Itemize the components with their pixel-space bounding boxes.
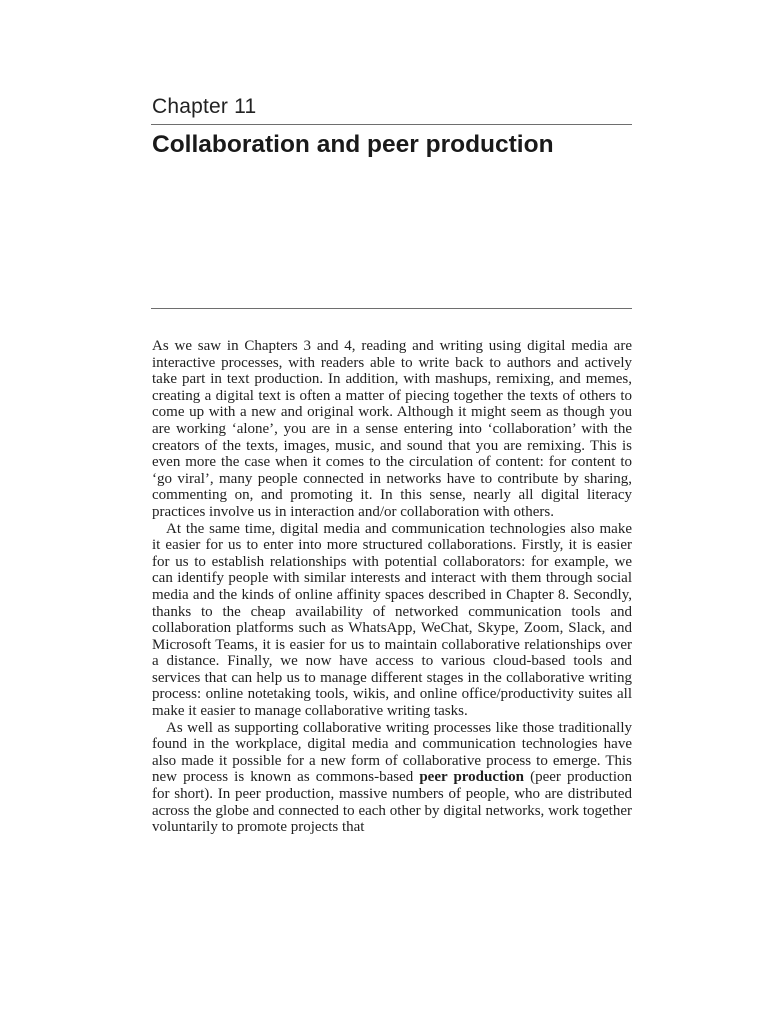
paragraph-3-text-after: (peer production for short). In peer production, massive numbers of people, who are distributed across the globe and connected to each other by digital networks, work together voluntarily to promote projects that <box>152 769 632 836</box>
paragraph-3 <box>152 720 632 836</box>
chapter-title: Collaboration and peer production <box>152 131 554 158</box>
header-rule-top <box>151 124 632 125</box>
header-rule-bottom <box>151 308 632 309</box>
key-term-peer-production: peer production <box>419 769 525 786</box>
paragraph-3-text-before: As well as supporting collaborative writing processes like those traditionally found in the workplace, digital media and communication technologies have also made it possible for a new form of collaborative process to emerge. This new process is known as commons-based <box>152 719 632 786</box>
chapter-label: Chapter 11 <box>152 95 257 118</box>
paragraph-2: At the same time, digital media and communication technologies also make it easier for us to enter into more structured collaborations. Firstly, it is easier for us to establish relationships with potential collaborators: for example, we can identify people with similar interests and interact with them through social media and the kinds of online affinity spaces described in Chapter 8. Secondly, thanks to the cheap availability of networked communication tools and collaboration platforms such as WhatsApp, WeChat, Skype, Zoom, Slack, and Microsoft Teams, it is easier for us to maintain collaborative relationships over a distance. Finally, we now have access to various cloud-based tools and services that can help us to manage different stages in the collaborative writing process: online notetaking tools, wikis, and online office/productivity suites all make it easier to manage collaborative writing tasks. <box>152 520 632 720</box>
body-text <box>152 338 632 836</box>
paragraph-1: As we saw in Chapters 3 and 4, reading and writing using digital media are interactive processes, with readers able to write back to authors and actively take part in text production. In addition, with mashups, remixing, and memes, creating a digital text is often a matter of piecing together the texts of others to come up with a new and original work. Although it might seem as though you are working ‘alone’, you are in a sense entering into ‘collaboration’ with the creators of the texts, images, music, and sound that you are remixing. This is even more the case when it comes to the circulation of content: for content to ‘go viral’, many people connected in networks have to contribute by sharing, commenting on, and promoting it. In this sense, nearly all digital literacy practices involve us in interaction and/or collaboration with others. <box>152 338 632 520</box>
